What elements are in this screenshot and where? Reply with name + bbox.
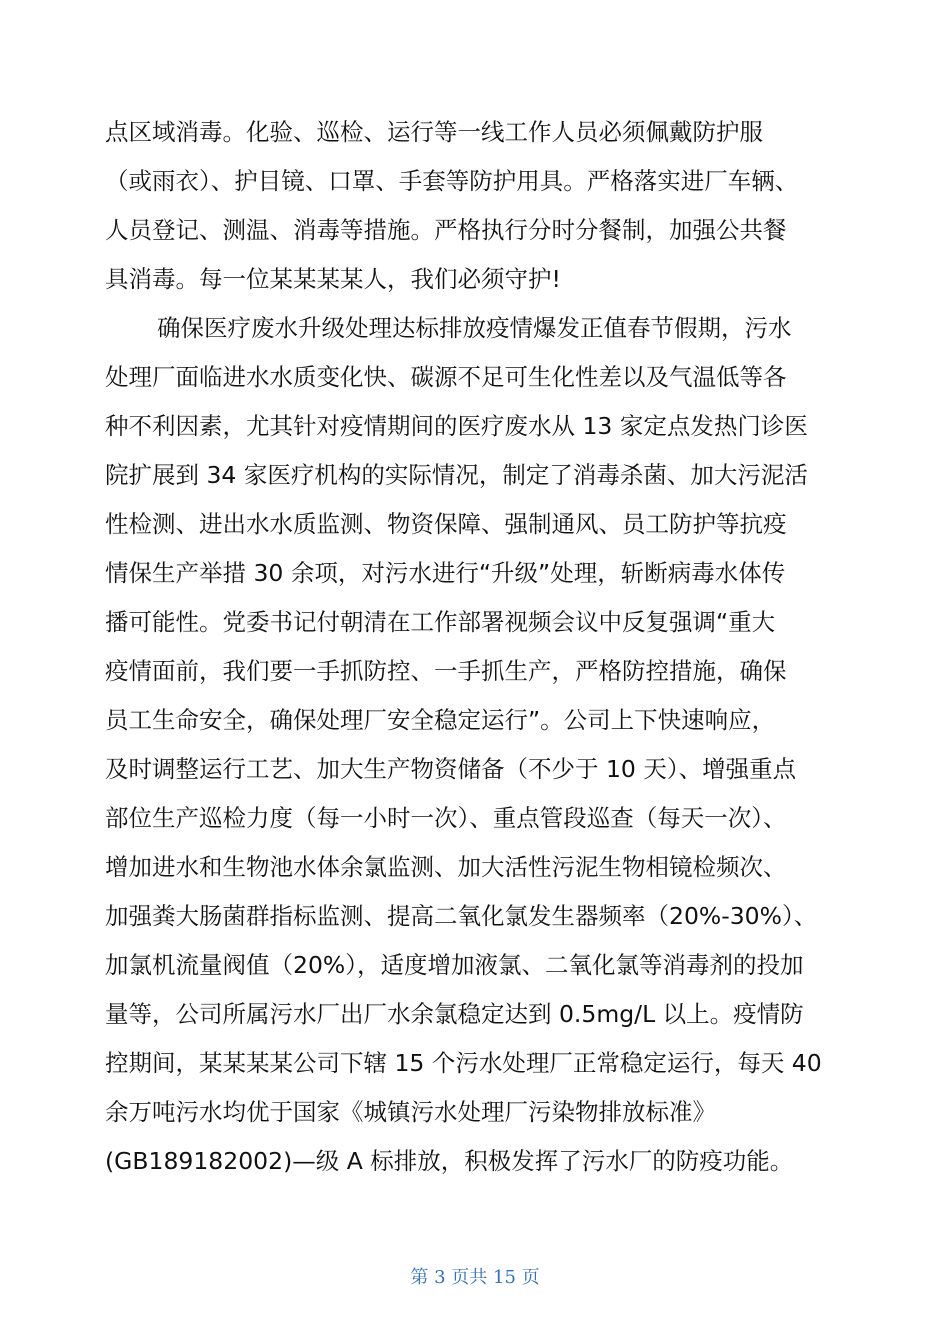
text-line: 余万吨污水均优于国家《城镇污水处理厂污染物排放标准》 bbox=[105, 1098, 716, 1126]
text-line: 人员登记、测温、消毒等措施。严格执行分时分餐制，加强公共餐 bbox=[105, 216, 787, 244]
text-line: (GB189182002)—级 A 标排放，积极发挥了污水厂的防疫功能。 bbox=[105, 1147, 794, 1175]
text-line: 情保生产举措 30 余项，对污水进行“升级”处理，斩断病毒水体传 bbox=[105, 559, 786, 587]
text-line: 控期间，某某某某公司下辖 15 个污水处理厂正常稳定运行，每天 40 bbox=[105, 1049, 822, 1077]
text-line: 种不利因素，尤其针对疫情期间的医疗废水从 13 家定点发热门诊医 bbox=[105, 412, 808, 440]
text-line: 院扩展到 34 家医疗机构的实际情况，制定了消毒杀菌、加大污泥活 bbox=[105, 461, 808, 489]
text-line: 部位生产巡检力度（每一小时一次）、重点管段巡查（每天一次）、 bbox=[105, 804, 787, 832]
text-line: 疫情面前，我们要一手抓防控、一手抓生产，严格防控措施，确保 bbox=[105, 657, 787, 685]
text-line: 具消毒。每一位某某某某人，我们必须守护! bbox=[105, 265, 561, 293]
text-line: 及时调整运行工艺、加大生产物资储备（不少于 10 天）、增强重点 bbox=[105, 755, 797, 783]
text-line: 性检测、进出水水质监测、物资保障、强制通风、员工防护等抗疫 bbox=[105, 510, 787, 538]
text-line: 员工生命安全，确保处理厂安全稳定运行”。公司上下快速响应， bbox=[105, 706, 776, 734]
text-line: 处理厂面临进水水质变化快、碳源不足可生化性差以及气温低等各 bbox=[105, 363, 787, 391]
text-line: 增加进水和生物池水体余氯监测、加大活性污泥生物相镜检频次、 bbox=[105, 853, 787, 881]
text-line: 确保医疗废水升级处理达标排放疫情爆发正值春节假期，污水 bbox=[157, 314, 792, 342]
text-line: （或雨衣）、护目镜、口罩、手套等防护用具。严格落实进厂车辆、 bbox=[105, 167, 799, 195]
text-line: 点区域消毒。化验、巡检、运行等一线工作人员必须佩戴防护服 bbox=[105, 118, 763, 146]
text-line: 加强粪大肠菌群指标监测、提高二氧化氯发生器频率（20%-30%）、 bbox=[105, 902, 818, 930]
page-footer: 第 3 页共 15 页 bbox=[410, 1267, 540, 1288]
text-line: 播可能性。党委书记付朝清在工作部署视频会议中反复强调“重大 bbox=[105, 608, 776, 636]
text-line: 量等，公司所属污水厂出厂水余氯稳定达到 0.5mg/L 以上。疫情防 bbox=[105, 1000, 804, 1028]
text-line: 加氯机流量阀值（20%），适度增加液氯、二氧化氯等消毒剂的投加 bbox=[105, 951, 804, 979]
